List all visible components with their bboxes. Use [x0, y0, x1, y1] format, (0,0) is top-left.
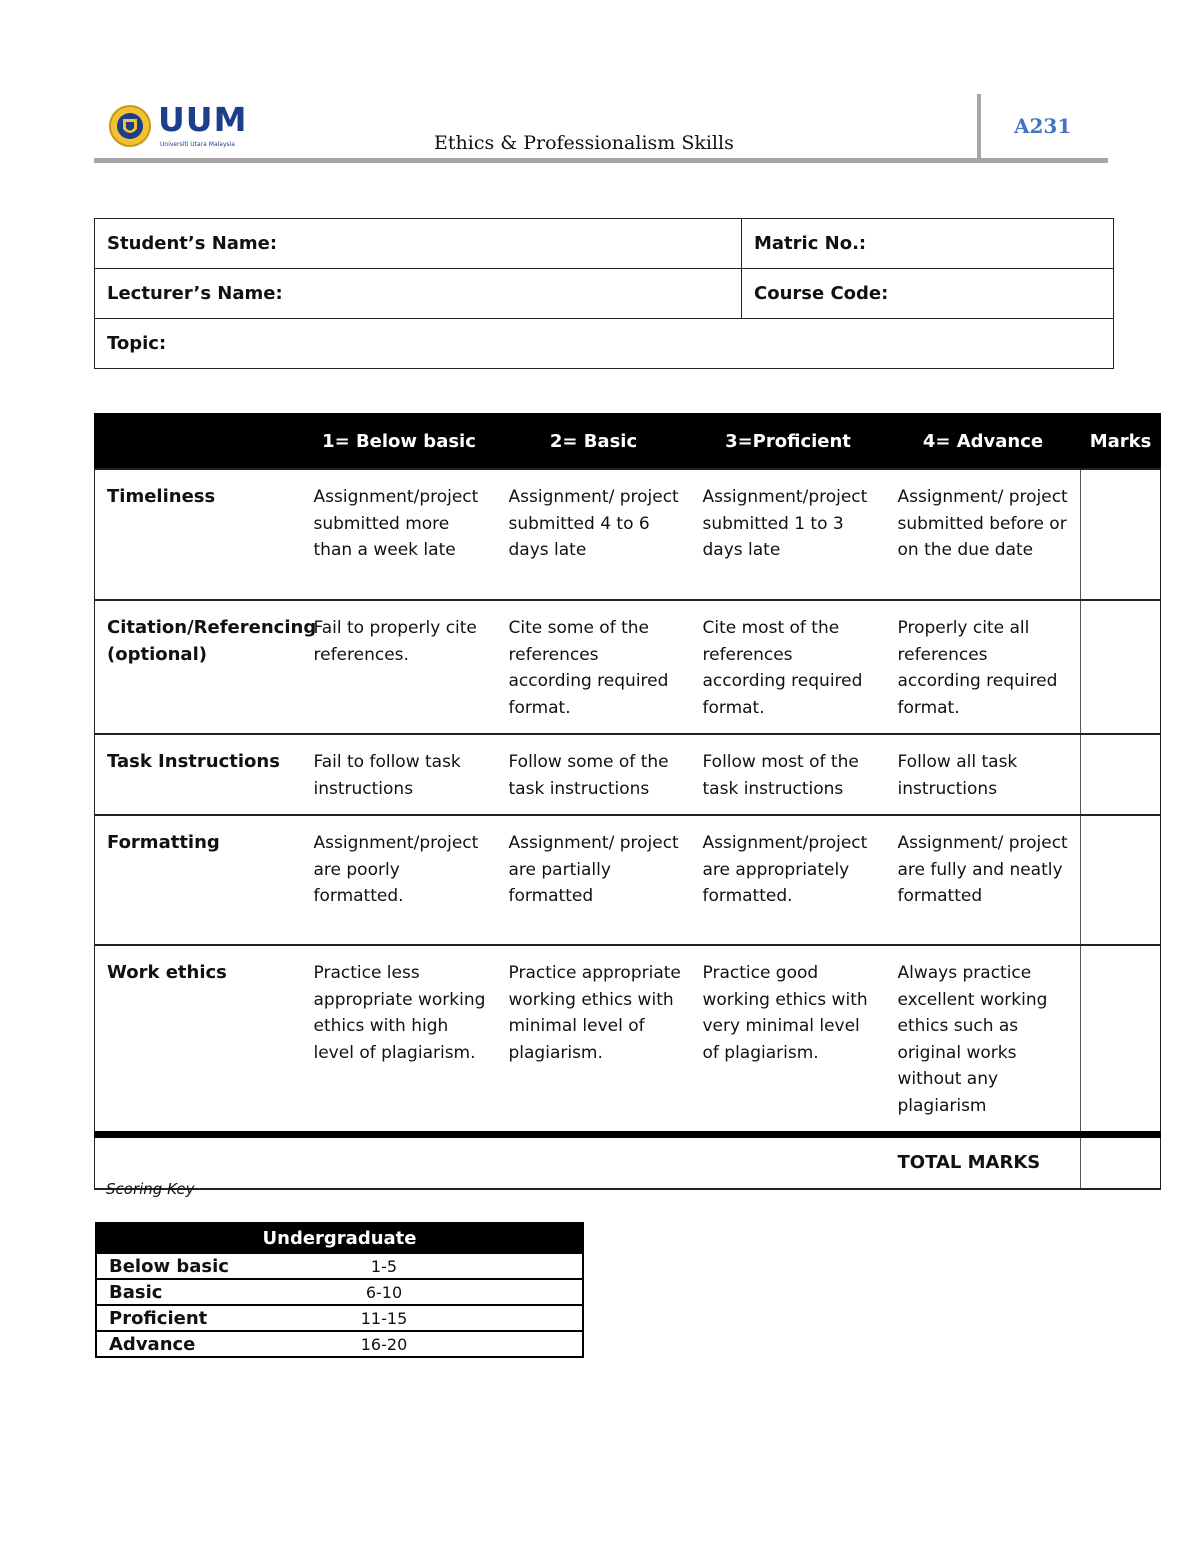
- scoring-level-label: Advance: [96, 1331, 286, 1357]
- criterion-label: Task Instructions: [95, 734, 302, 815]
- lecturer-name-field[interactable]: Lecturer’s Name:: [95, 269, 742, 319]
- level-4-descriptor: Always practice excellent working ethics such as original works without any plagiarism: [886, 945, 1081, 1135]
- level-1-descriptor: Fail to properly cite references.: [302, 600, 497, 734]
- total-row: [95, 1135, 1161, 1190]
- scoring-key-label: Scoring Key: [106, 1180, 195, 1198]
- level-2-descriptor: Follow some of the task instructions: [497, 734, 691, 815]
- rubric-header-level-2: 2= Basic: [497, 414, 691, 470]
- level-3-descriptor: Cite most of the references according required format.: [691, 600, 886, 734]
- rubric-row-work-ethics: [95, 945, 1161, 1135]
- matric-no-field[interactable]: Matric No.:: [742, 219, 1114, 269]
- rubric-header-marks: Marks: [1081, 414, 1161, 470]
- level-4-descriptor: Follow all task instructions: [886, 734, 1081, 815]
- info-row: [95, 219, 1114, 269]
- student-name-field[interactable]: Student’s Name:: [95, 219, 742, 269]
- marks-cell[interactable]: [1081, 600, 1161, 734]
- total-row-spacer: [95, 1135, 886, 1190]
- university-seal-icon: [108, 102, 152, 150]
- rubric-row-timeliness: [95, 469, 1161, 600]
- scoring-key-header-row: [96, 1223, 583, 1253]
- rubric-header-level-3: 3=Proficient: [691, 414, 886, 470]
- marks-cell[interactable]: [1081, 945, 1161, 1135]
- scoring-range: 16-20: [286, 1331, 583, 1357]
- scoring-key-row: [96, 1279, 583, 1305]
- level-3-descriptor: Practice good working ethics with very minimal level of plagiarism.: [691, 945, 886, 1135]
- rubric-row-citation: [95, 600, 1161, 734]
- rubric-header-row: [95, 414, 1161, 470]
- page-header: [94, 92, 1108, 164]
- topic-field[interactable]: Topic:: [95, 319, 1114, 369]
- level-3-descriptor: Follow most of the task instructions: [691, 734, 886, 815]
- criterion-label: Work ethics: [95, 945, 302, 1135]
- scoring-level-label: Proficient: [96, 1305, 286, 1331]
- level-4-descriptor: Assignment/ project are fully and neatly formatted: [886, 815, 1081, 945]
- scoring-key-row: [96, 1305, 583, 1331]
- rubric-header-criterion: [95, 414, 302, 470]
- marks-cell[interactable]: [1081, 469, 1161, 600]
- criterion-label: Timeliness: [95, 469, 302, 600]
- level-1-descriptor: Fail to follow task instructions: [302, 734, 497, 815]
- course-code-field[interactable]: Course Code:: [742, 269, 1114, 319]
- level-3-descriptor: Assignment/project are appropriately formatted.: [691, 815, 886, 945]
- criterion-label: Formatting: [95, 815, 302, 945]
- rubric-table: [94, 413, 1161, 1190]
- info-row: [95, 269, 1114, 319]
- level-3-descriptor: Assignment/project submitted 1 to 3 days late: [691, 469, 886, 600]
- level-4-descriptor: Assignment/ project submitted before or on the due date: [886, 469, 1081, 600]
- scoring-level-label: Basic: [96, 1279, 286, 1305]
- header-divider: [94, 158, 1108, 163]
- level-2-descriptor: Assignment/ project submitted 4 to 6 days late: [497, 469, 691, 600]
- document-title: Ethics & Professionalism Skills: [434, 132, 734, 154]
- scoring-range: 6-10: [286, 1279, 583, 1305]
- total-marks-cell[interactable]: [1081, 1135, 1161, 1190]
- student-info-table: [94, 218, 1114, 369]
- scoring-range: 11-15: [286, 1305, 583, 1331]
- scoring-key-table: [95, 1222, 584, 1358]
- logo-subtext: Universiti Utara Malaysia: [160, 141, 235, 148]
- level-2-descriptor: Assignment/ project are partially formatted: [497, 815, 691, 945]
- rubric-header-level-4: 4= Advance: [886, 414, 1081, 470]
- uum-logo: [106, 100, 246, 152]
- logo-wordmark: UUM: [158, 100, 248, 139]
- rubric-row-task-instructions: [95, 734, 1161, 815]
- level-1-descriptor: Assignment/project are poorly formatted.: [302, 815, 497, 945]
- level-4-descriptor: Properly cite all references according required format.: [886, 600, 1081, 734]
- info-row: [95, 319, 1114, 369]
- scoring-range: 1-5: [286, 1253, 583, 1279]
- level-1-descriptor: Practice less appropriate working ethics with high level of plagiarism.: [302, 945, 497, 1135]
- rubric-header-level-1: 1= Below basic: [302, 414, 497, 470]
- marks-cell[interactable]: [1081, 734, 1161, 815]
- scoring-key-row: [96, 1331, 583, 1357]
- semester-code: A231: [1014, 114, 1072, 138]
- marks-cell[interactable]: [1081, 815, 1161, 945]
- header-divider-vertical: [977, 94, 981, 160]
- level-2-descriptor: Cite some of the references according required format.: [497, 600, 691, 734]
- criterion-label: Citation/Referencing (optional): [95, 600, 302, 734]
- scoring-key-row: [96, 1253, 583, 1279]
- scoring-key-header: Undergraduate: [96, 1223, 583, 1253]
- total-marks-label: TOTAL MARKS: [886, 1135, 1081, 1190]
- level-2-descriptor: Practice appropriate working ethics with minimal level of plagiarism.: [497, 945, 691, 1135]
- scoring-level-label: Below basic: [96, 1253, 286, 1279]
- rubric-row-formatting: [95, 815, 1161, 945]
- level-1-descriptor: Assignment/project submitted more than a week late: [302, 469, 497, 600]
